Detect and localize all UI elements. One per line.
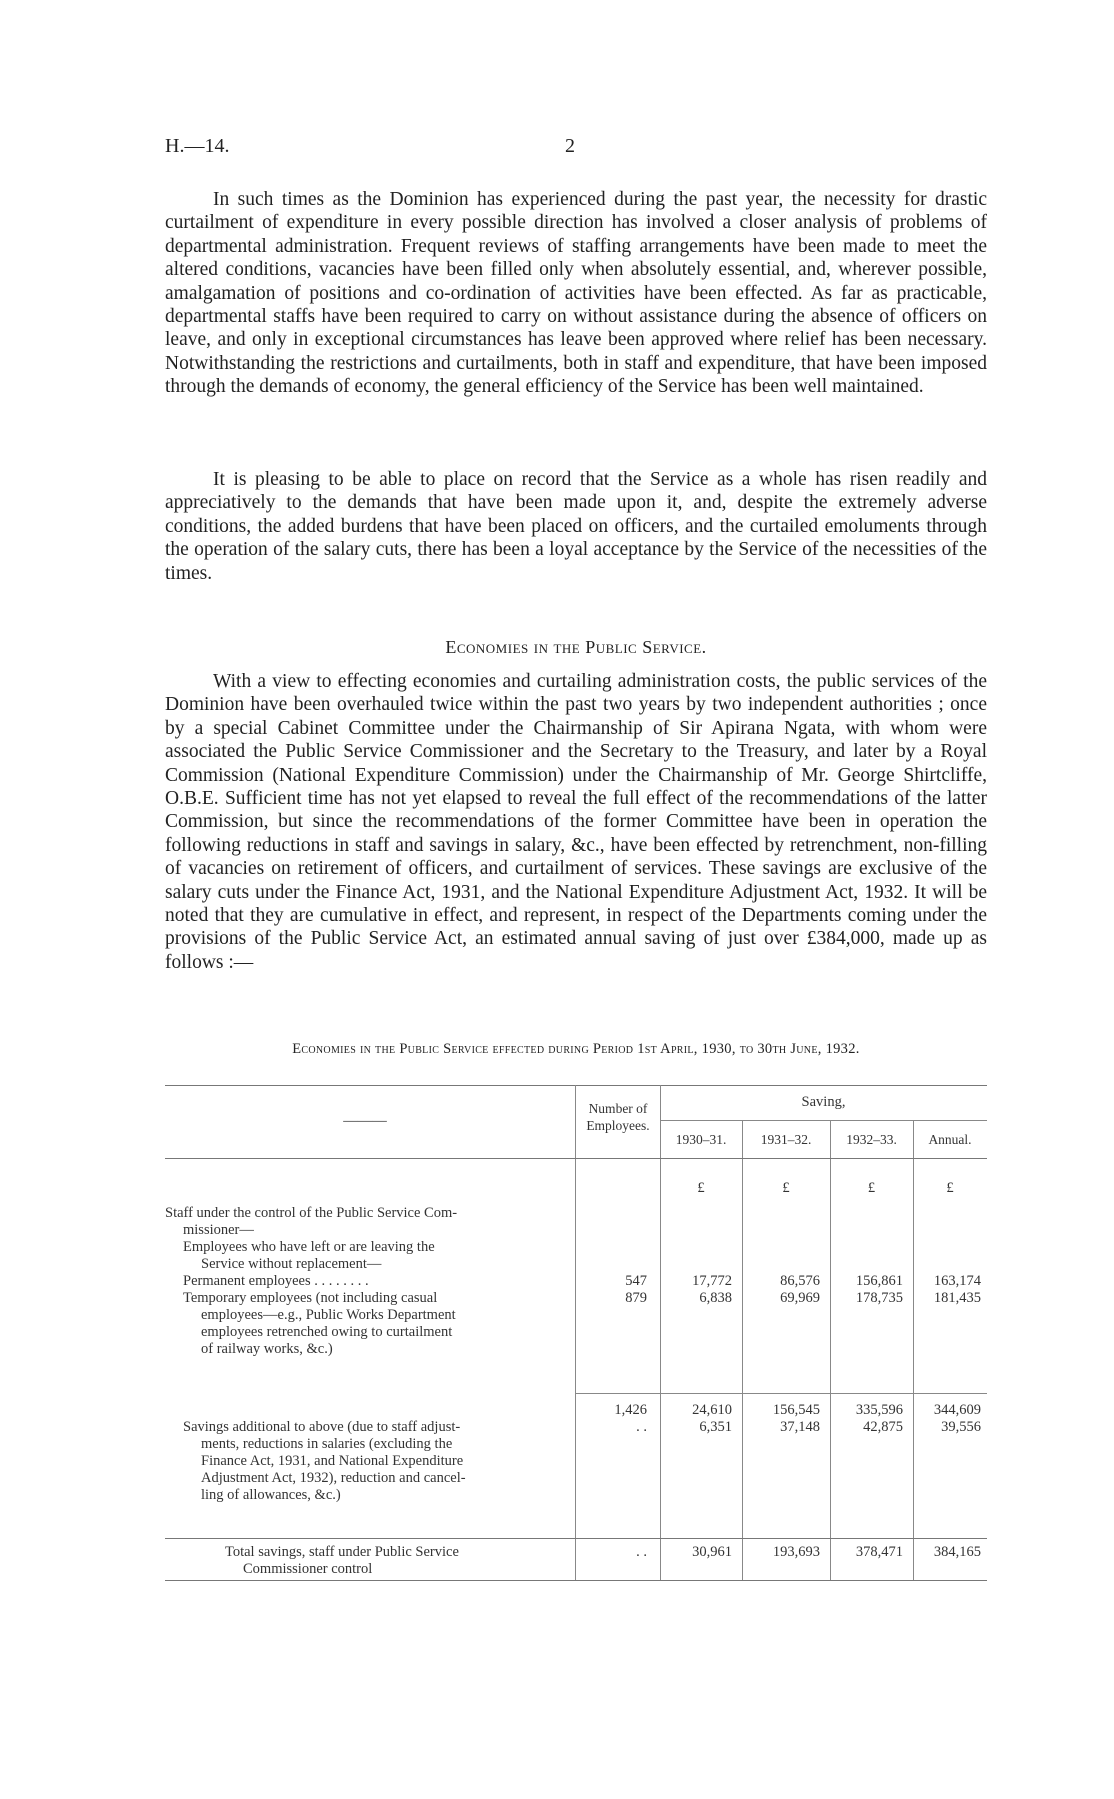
temporary-annual: 181,435 [933, 1290, 981, 1306]
total-1930: 30,961 [692, 1544, 732, 1560]
subtotal-employees: 1,426 [614, 1402, 647, 1418]
description-line: Savings additional to above (due to staff adjust- [183, 1419, 461, 1435]
paragraph-efficiency: In such times as the Dominion has experienced during the past year, the necessity for drastic curtailment of expenditure in every possible direction has involved a closer analysis of problems of departmental administration. Frequent reviews of staffing arrangements have been made to meet the altered conditions, vacancies have been filled only when absolutely essential, and, wherever possible, amalgamation of positions and co-ordination of activities have been effected. As far as practicable, departmental staffs have been required to carry on without assistance during the absence of officers on leave, and only in exceptional circumstances has leave been approved where relief has been necessary. Notwithstanding the restrictions and curtailments, both in staff and expenditure, that have been imposed through the demands of economy, the general efficiency of the Service has been well maintained. [165, 189, 987, 398]
temporary-employees: 879 [625, 1290, 647, 1306]
economies-table [165, 1080, 987, 1580]
additional-employees: . . [636, 1419, 647, 1435]
year-header-1932: 1932–33. [846, 1132, 897, 1147]
subtotal-1931: 156,545 [772, 1402, 820, 1418]
permanent-1930: 17,772 [692, 1273, 732, 1289]
temporary-1932: 178,735 [855, 1290, 903, 1306]
section-heading: Economies in the Public Service. [445, 637, 707, 657]
table-top-rule [165, 1085, 987, 1086]
description-line: Service without replacement— [201, 1256, 382, 1272]
currency-symbol: £ [946, 1180, 954, 1196]
permanent-annual: 163,174 [933, 1273, 981, 1289]
additional-1930: 6,351 [699, 1419, 732, 1435]
paragraph-economies: With a view to effecting economies and curtailing administration costs, the public services of the Dominion have been overhauled twice within the past two years by two independent authorities ; once by a special Cabinet Committee under the Chairmanship of Sir Apirana Ngata, with whom were associated the Public Service Commissioner and the Secretary to the Treasury, and later by a Royal Commission (National Expenditure Commission) under the Chairmanship of Mr. George Shirtcliffe, O.B.E. Sufficient time has not yet elapsed to reveal the full effect of the recommendations of the latter Commission, but since the recommendations of the former Committee have been in operation the following reductions in staff and savings in salary, &c., have been effected by retrenchment, non-filling of vacancies on retirement of officers, and curtailment of services. These savings are exclusive of the salary cuts under the Finance Act, 1931, and the National Expenditure Adjustment Act, 1932. It will be noted that they are cumulative in effect, and represent, in respect of the Departments coming under the provisions of the Public Service Act, an estimated annual saving of just over £384,000, made up as follows :— [165, 671, 987, 973]
additional-annual: 39,556 [941, 1419, 981, 1435]
col-divider [575, 1085, 576, 1580]
description-line: employees—e.g., Public Works Department [201, 1307, 456, 1323]
description-line: employees retrenched owing to curtailment [201, 1324, 453, 1340]
temporary-1931: 69,969 [780, 1290, 820, 1306]
blank-header: ——— [343, 1113, 387, 1129]
paragraph-loyal-acceptance: It is pleasing to be able to place on record that the Service as a whole has risen readily and appreciatively to the demands that have been made upon it, and, despite the extremely adverse conditions, the added burdens that have been placed on officers, and the curtailed emoluments through the operation of the salary cuts, there has been a loyal acceptance by the Service of the necessities of the times. [165, 469, 987, 584]
currency-symbol: £ [697, 1180, 705, 1196]
description-line: Finance Act, 1931, and National Expenditure [201, 1453, 464, 1469]
total-1931: 193,693 [772, 1544, 820, 1560]
employees-header: Number of Employees. [586, 1101, 650, 1133]
additional-1931: 37,148 [780, 1419, 820, 1435]
description-line: Employees who have left or are leaving the [183, 1239, 435, 1255]
additional-1932: 42,875 [863, 1419, 903, 1435]
description-line: Commissioner control [243, 1561, 373, 1577]
subtotal-1932: 335,596 [855, 1402, 903, 1418]
total-employees: . . [636, 1544, 647, 1560]
permanent-1931: 86,576 [780, 1273, 820, 1289]
total-annual: 384,165 [933, 1544, 981, 1560]
description-line: of railway works, &c.) [201, 1341, 333, 1357]
total-top-rule [165, 1538, 987, 1539]
year-header-annual: Annual. [928, 1132, 972, 1147]
description-line: ling of allowances, &c.) [201, 1487, 341, 1503]
header-rule [165, 1158, 987, 1159]
total-description [225, 1544, 565, 1578]
description-line: Total savings, staff under Public Service [225, 1544, 459, 1560]
subtotal-annual: 344,609 [933, 1402, 981, 1418]
currency-symbol: £ [867, 1180, 876, 1196]
document-reference: H.—14. [165, 135, 230, 157]
description-line: ments, reductions in salaries (excluding the [201, 1436, 453, 1452]
year-header-1931: 1931–32. [760, 1132, 812, 1147]
description-line: Staff under the control of the Public Service Com- [165, 1205, 458, 1221]
additional-savings-description [183, 1419, 565, 1504]
permanent-employees: 547 [625, 1273, 647, 1289]
page-header [165, 135, 985, 161]
page-number: 2 [565, 135, 575, 157]
description-line: Adjustment Act, 1932), reduction and cancel- [201, 1470, 466, 1486]
permanent-1932: 156,861 [855, 1273, 903, 1289]
table-title: Economies in the Public Service effected during Period 1st April, 1930, to 30th June, 1932. [292, 1041, 860, 1057]
subtotal-rule [575, 1393, 987, 1394]
subtotal-1930: 24,610 [692, 1402, 732, 1418]
temporary-1930: 6,838 [699, 1290, 732, 1306]
staff-control-description [165, 1205, 565, 1358]
col-divider [660, 1085, 661, 1580]
year-header-1930: 1930–31. [675, 1132, 727, 1147]
saving-underline [660, 1120, 987, 1121]
total-1932: 378,471 [855, 1544, 903, 1560]
description-line: missioner— [183, 1222, 254, 1238]
currency-symbol: £ [782, 1180, 790, 1196]
table-bottom-rule [165, 1580, 987, 1581]
description-line: Permanent employees . . . . . . . . [183, 1273, 369, 1289]
saving-header: Saving, [801, 1094, 846, 1110]
description-line: Temporary employees (not including casual [183, 1290, 438, 1306]
